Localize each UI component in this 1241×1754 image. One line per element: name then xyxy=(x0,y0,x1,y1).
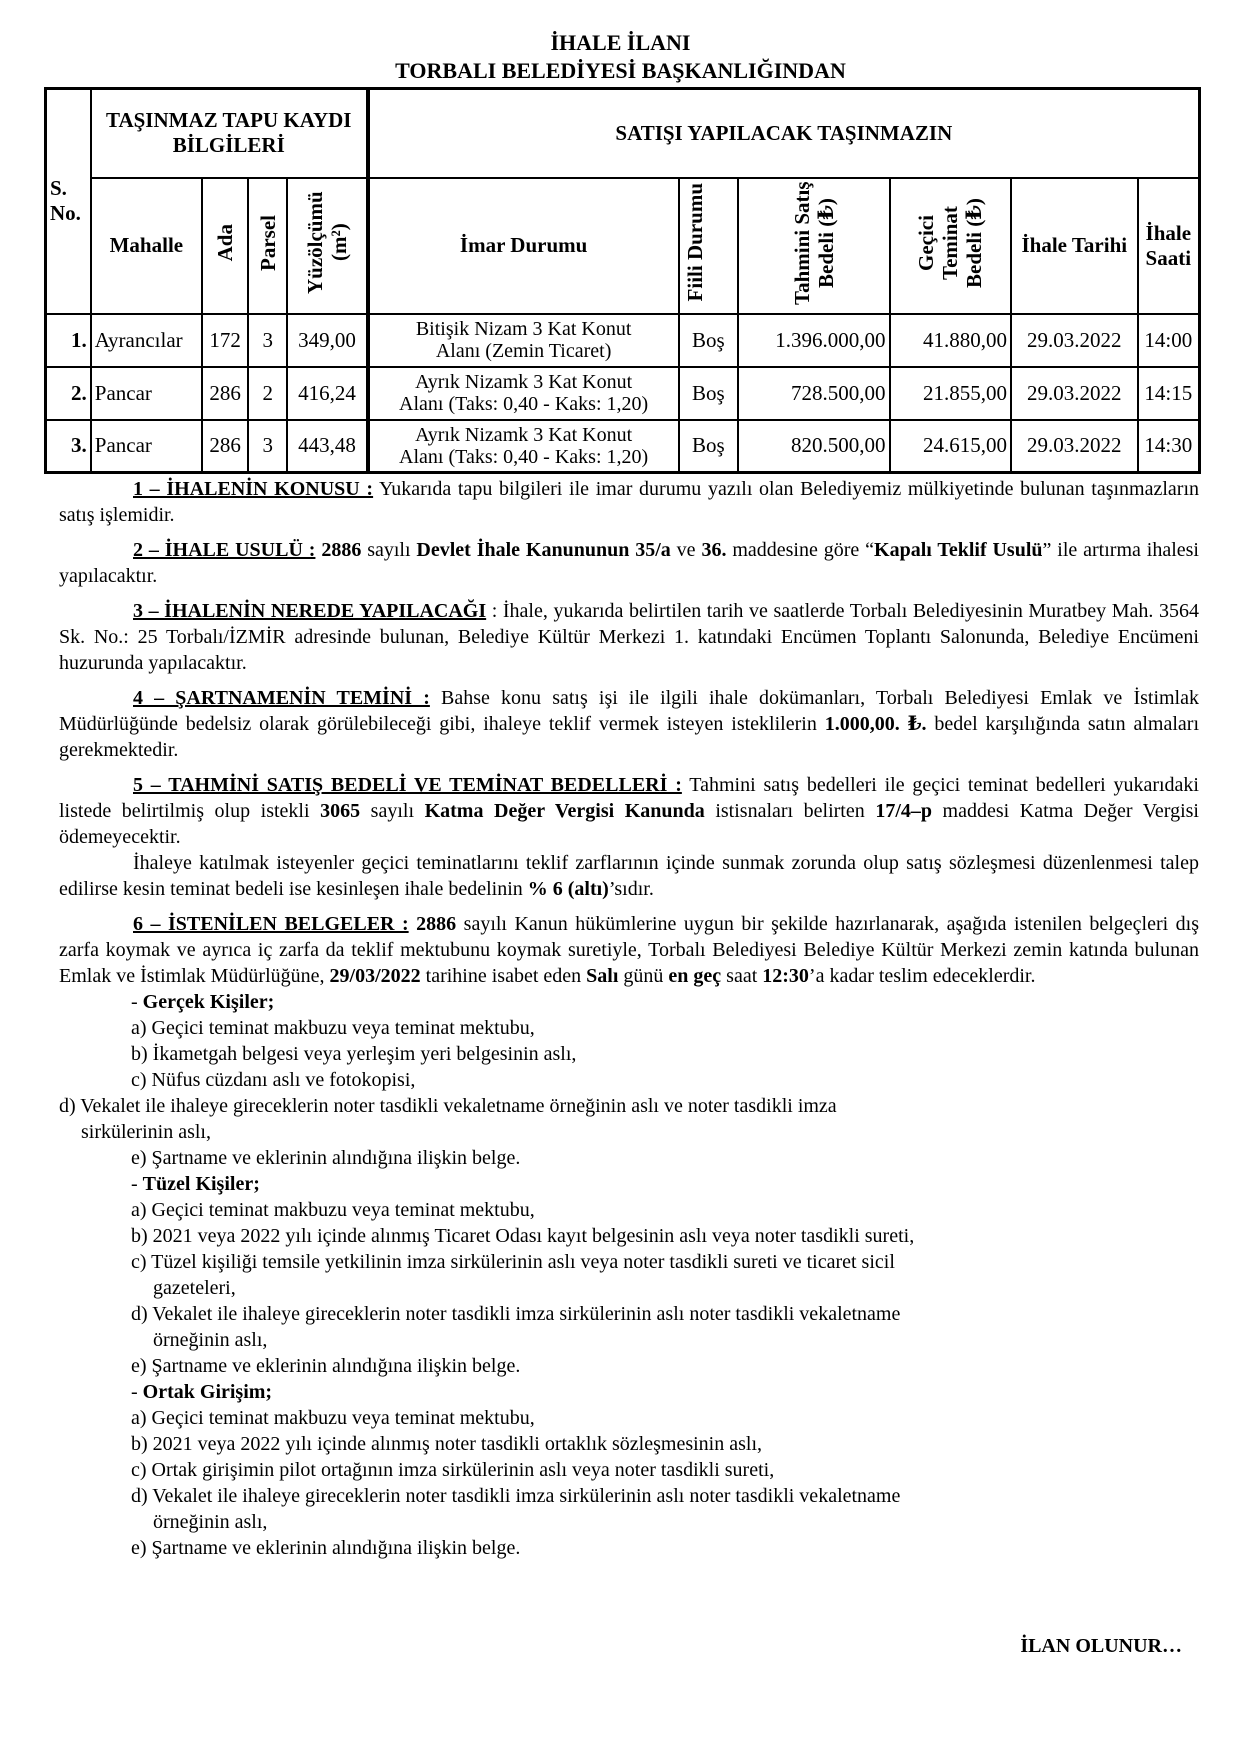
section-belgeler xyxy=(59,911,1199,989)
section-text: Bahse konu satış işi ile ilgili ihale dokümanları, Torbalı Belediyesi Emlak ve İstimlak Müdürlüğünde bedelsiz olarak görülebileceği gibi, ihaleye teklif vermek isteyen isteklilerin xyxy=(59,687,1199,735)
cell-parsel: 3 xyxy=(248,420,287,473)
section-sartname xyxy=(59,685,1199,763)
cell-yuzolcumu: 349,00 xyxy=(287,314,367,367)
dash: - xyxy=(131,991,143,1013)
bold-text: 2886 xyxy=(315,539,362,561)
cell-saat: 14:15 xyxy=(1138,367,1200,420)
cell-saat: 14:30 xyxy=(1138,420,1200,473)
section-usulu xyxy=(59,537,1199,589)
table-row xyxy=(46,314,1200,367)
imar-line-2: Alanı (Taks: 0,40 - Kaks: 1,20) xyxy=(399,393,649,415)
list-item-continued: örneğinin aslı, xyxy=(153,1329,268,1351)
list-title: Gerçek Kişiler; xyxy=(142,991,275,1013)
cell-fiili: Boş xyxy=(679,367,739,420)
cell-imar xyxy=(368,314,679,367)
list-heading-gercek xyxy=(59,989,1199,1015)
bold-text: en geç xyxy=(668,965,722,987)
section-text: ” ile artırma ihalesi yapılacaktır. xyxy=(59,539,1199,587)
list-item: e) Şartname ve eklerinin alındığına ilişkin belge. xyxy=(131,1537,521,1559)
col-header-yuzolcumu: Yüzölçümü (m²) xyxy=(303,191,352,294)
cell-parsel: 3 xyxy=(248,314,287,367)
bold-text: 3065 xyxy=(320,800,361,822)
bold-text: Kapalı Teklif Usulü xyxy=(874,539,1043,561)
bold-text: 36. xyxy=(701,539,727,561)
cell-tarih: 29.03.2022 xyxy=(1011,314,1138,367)
bold-text: Devlet İhale Kanununun 35/a xyxy=(416,539,671,561)
cell-tarih: 29.03.2022 xyxy=(1011,367,1138,420)
bold-text: 2886 xyxy=(408,913,457,935)
cell-ada: 286 xyxy=(202,367,248,420)
list-item: b) İkametgah belgesi veya yerleşim yeri belgesinin aslı, xyxy=(131,1043,577,1065)
list-heading-ortak xyxy=(59,1379,1199,1405)
section-heading: 3 – İHALENİN NEREDE YAPILACAĞI xyxy=(133,600,487,622)
document-subtitle: TORBALI BELEDİYESİ BAŞKANLIĞINDAN xyxy=(395,58,846,83)
list-item: d) Vekalet ile ihaleye gireceklerin noter tasdikli vekaletname örneğinin aslı ve noter tasdikli imza xyxy=(59,1095,837,1117)
col-group-tapu: TAŞINMAZ TAPU KAYDI BİLGİLERİ xyxy=(91,89,368,178)
col-header-sno: S. No. xyxy=(46,89,91,314)
cell-tahmini: 820.500,00 xyxy=(738,420,889,473)
section-text: Yukarıda tapu bilgileri ile imar durumu yazılı olan Belediyemiz mülkiyetinde bulunan taşınmazların satış işlemidir. xyxy=(59,478,1199,526)
imar-line-1: Bitişik Nizam 3 Kat Konut xyxy=(415,318,632,340)
cell-ada: 286 xyxy=(202,420,248,473)
bold-text: Salı xyxy=(586,965,619,987)
col-group-satis: SATIŞI YAPILACAK TAŞINMAZIN xyxy=(368,89,1200,178)
cell-mahalle: Pancar xyxy=(91,367,202,420)
section-text: İhaleye katılmak isteyenler geçici teminatlarını teklif zarflarının içinde sunmak zorunda olup satış sözleşmesi düzenlenmesi talep edilirse kesin teminat bedeli ise kesinleşen ihale bedelinin xyxy=(59,852,1199,900)
list-item: a) Geçici teminat makbuzu veya teminat mektubu, xyxy=(131,1407,535,1429)
section-text: saat xyxy=(721,965,763,987)
table-row xyxy=(46,367,1200,420)
cell-ada: 172 xyxy=(202,314,248,367)
section-heading: 2 – İHALE USULÜ : xyxy=(133,539,316,561)
section-bedel xyxy=(59,772,1199,850)
cell-yuzolcumu: 416,24 xyxy=(287,367,367,420)
bold-text: 29/03/2022 xyxy=(329,965,421,987)
announcement-body xyxy=(59,476,1199,1561)
list-item: e) Şartname ve eklerinin alındığına ilişkin belge. xyxy=(131,1355,521,1377)
list-item: d) Vekalet ile ihaleye gireceklerin noter tasdikli imza sirkülerinin aslı noter tasdikli vekaletname xyxy=(131,1485,901,1507)
cell-saat: 14:00 xyxy=(1138,314,1200,367)
bold-text: 12:30 xyxy=(762,965,809,987)
section-text: maddesine göre “ xyxy=(726,539,875,561)
cell-imar xyxy=(368,420,679,473)
list-title: Tüzel Kişiler; xyxy=(142,1173,260,1195)
list-item: d) Vekalet ile ihaleye gireceklerin noter tasdikli imza sirkülerinin aslı noter tasdikli vekaletname xyxy=(131,1303,901,1325)
table-row xyxy=(46,420,1200,473)
bold-text: % 6 (altı) xyxy=(527,878,609,900)
section-text: ’a kadar teslim edeceklerdir. xyxy=(808,965,1036,987)
col-header-mahalle: Mahalle xyxy=(91,178,202,314)
col-header-fiili: Fiili Durumu xyxy=(683,183,708,302)
bold-text: 1.000,00. ₺. xyxy=(824,713,927,735)
cell-tahmini: 1.396.000,00 xyxy=(738,314,889,367)
col-header-gecici: Geçici Teminat Bedeli (₺) xyxy=(914,197,987,288)
dash: - xyxy=(131,1381,143,1403)
cell-tahmini: 728.500,00 xyxy=(738,367,889,420)
cell-sno: 2. xyxy=(46,367,91,420)
cell-mahalle: Ayrancılar xyxy=(91,314,202,367)
col-header-ada: Ada xyxy=(213,223,238,262)
section-text: ’sıdır. xyxy=(608,878,654,900)
col-header-tahmini: Tahmini Satış Bedeli (₺) xyxy=(789,180,838,305)
list-item: c) Nüfus cüzdanı aslı ve fotokopisi, xyxy=(131,1069,416,1091)
section-text: Tahmini satış bedelleri ile geçici teminat bedelleri yukarıdaki listede belirtilmiş olup istekli xyxy=(59,774,1199,822)
cell-fiili: Boş xyxy=(679,420,739,473)
list-item: a) Geçici teminat makbuzu veya teminat mektubu, xyxy=(131,1017,535,1039)
cell-parsel: 2 xyxy=(248,367,287,420)
imar-line-2: Alanı (Taks: 0,40 - Kaks: 1,20) xyxy=(399,445,649,468)
section-text: ve xyxy=(670,539,702,561)
cell-gecici: 41.880,00 xyxy=(890,314,1011,367)
section-heading: 1 – İHALENİN KONUSU : xyxy=(133,478,374,500)
section-heading: 5 – TAHMİNİ SATIŞ BEDELİ VE TEMİNAT BEDELLERİ : xyxy=(133,774,682,796)
section-text: istisnaları belirten xyxy=(704,800,876,822)
list-item: e) Şartname ve eklerinin alındığına ilişkin belge. xyxy=(131,1147,521,1169)
list-item: b) 2021 veya 2022 yılı içinde alınmış Ticaret Odası kayıt belgesinin aslı veya noter tasdikli sureti, xyxy=(131,1225,915,1247)
list-item: b) 2021 veya 2022 yılı içinde alınmış noter tasdikli ortaklık sözleşmesinin aslı, xyxy=(131,1433,763,1455)
table-header-row-2 xyxy=(46,178,1200,314)
imar-line-1: Ayrık Nizamk 3 Kat Konut xyxy=(415,423,633,446)
list-item-continued: sirkülerinin aslı, xyxy=(81,1121,211,1143)
property-table xyxy=(44,87,1201,474)
closing-text: İLAN OLUNUR… xyxy=(1020,1635,1182,1657)
cell-yuzolcumu: 443,48 xyxy=(287,420,367,473)
section-yer xyxy=(59,598,1199,676)
table-header-row-1 xyxy=(46,89,1200,178)
dash: - xyxy=(131,1173,143,1195)
list-item: c) Ortak girişimin pilot ortağının imza sirkülerinin aslı veya noter tasdikli sureti, xyxy=(131,1459,775,1481)
cell-tarih: 29.03.2022 xyxy=(1011,420,1138,473)
list-item-continued: örneğinin aslı, xyxy=(153,1511,268,1533)
section-bedel-p2 xyxy=(59,850,1199,902)
col-header-ihale-tarihi: İhale Tarihi xyxy=(1011,178,1138,314)
section-text: sayılı Kanun hükümlerine uygun bir şekilde hazırlanarak, aşağıda istenilen belgeçleri dış zarfa koymak ve ayrıca iç zarfa da teklif mektubunu koymak suretiyle, Torbalı Belediyesi Belediye Kültür Merkezi zemin katında bulunan Emlak ve İstimlak Müdürlüğüne, xyxy=(59,913,1199,987)
section-konusu xyxy=(59,476,1199,528)
section-text: sayılı xyxy=(360,800,425,822)
imar-line-2: Alanı (Zemin Ticaret) xyxy=(435,340,612,362)
col-header-ihale-saati: İhale Saati xyxy=(1138,178,1200,314)
cell-mahalle: Pancar xyxy=(91,420,202,473)
section-text: bedel karşılığında satın almaları gerekmektedir. xyxy=(59,713,1200,761)
list-heading-tuzel xyxy=(59,1171,1199,1197)
document-title: İHALE İLANI xyxy=(550,30,691,55)
section-text: maddesi Katma Değer Vergisi ödemeyecektir. xyxy=(59,800,1199,848)
cell-fiili: Boş xyxy=(679,314,739,367)
section-text: : İhale, yukarıda belirtilen tarih ve saatlerde Torbalı Belediyesinin Muratbey Mah. 3564 Sk. No.: 25 Torbalı/İZMİR adresinde bulunan, Belediye Kültür Merkezi 1. katındaki Encümen Toplantı Salonunda, Belediye Encümeni huzurunda yapılacaktır. xyxy=(59,600,1199,674)
section-text: günü xyxy=(618,965,669,987)
cell-imar xyxy=(368,367,679,420)
col-header-imar: İmar Durumu xyxy=(368,178,679,314)
bold-text: 17/4–p xyxy=(875,800,932,822)
bold-text: Katma Değer Vergisi Kanunda xyxy=(424,800,705,822)
list-item: a) Geçici teminat makbuzu veya teminat mektubu, xyxy=(131,1199,535,1221)
section-heading: 4 – ŞARTNAMENİN TEMİNİ : xyxy=(133,687,430,709)
list-title: Ortak Girişim; xyxy=(142,1381,273,1403)
col-header-parsel: Parsel xyxy=(255,214,280,271)
list-item-continued: gazeteleri, xyxy=(153,1277,236,1299)
cell-gecici: 24.615,00 xyxy=(890,420,1011,473)
cell-gecici: 21.855,00 xyxy=(890,367,1011,420)
cell-sno: 3. xyxy=(46,420,91,473)
list-item: c) Tüzel kişiliği temsile yetkilinin imza sirkülerinin aslı veya noter tasdikli sureti ve ticaret sicil xyxy=(131,1251,895,1273)
section-text: sayılı xyxy=(361,539,417,561)
imar-line-1: Ayrık Nizamk 3 Kat Konut xyxy=(415,371,633,393)
section-text: tarihine isabet eden xyxy=(420,965,587,987)
cell-sno: 1. xyxy=(46,314,91,367)
section-heading: 6 – İSTENİLEN BELGELER : xyxy=(133,913,409,935)
